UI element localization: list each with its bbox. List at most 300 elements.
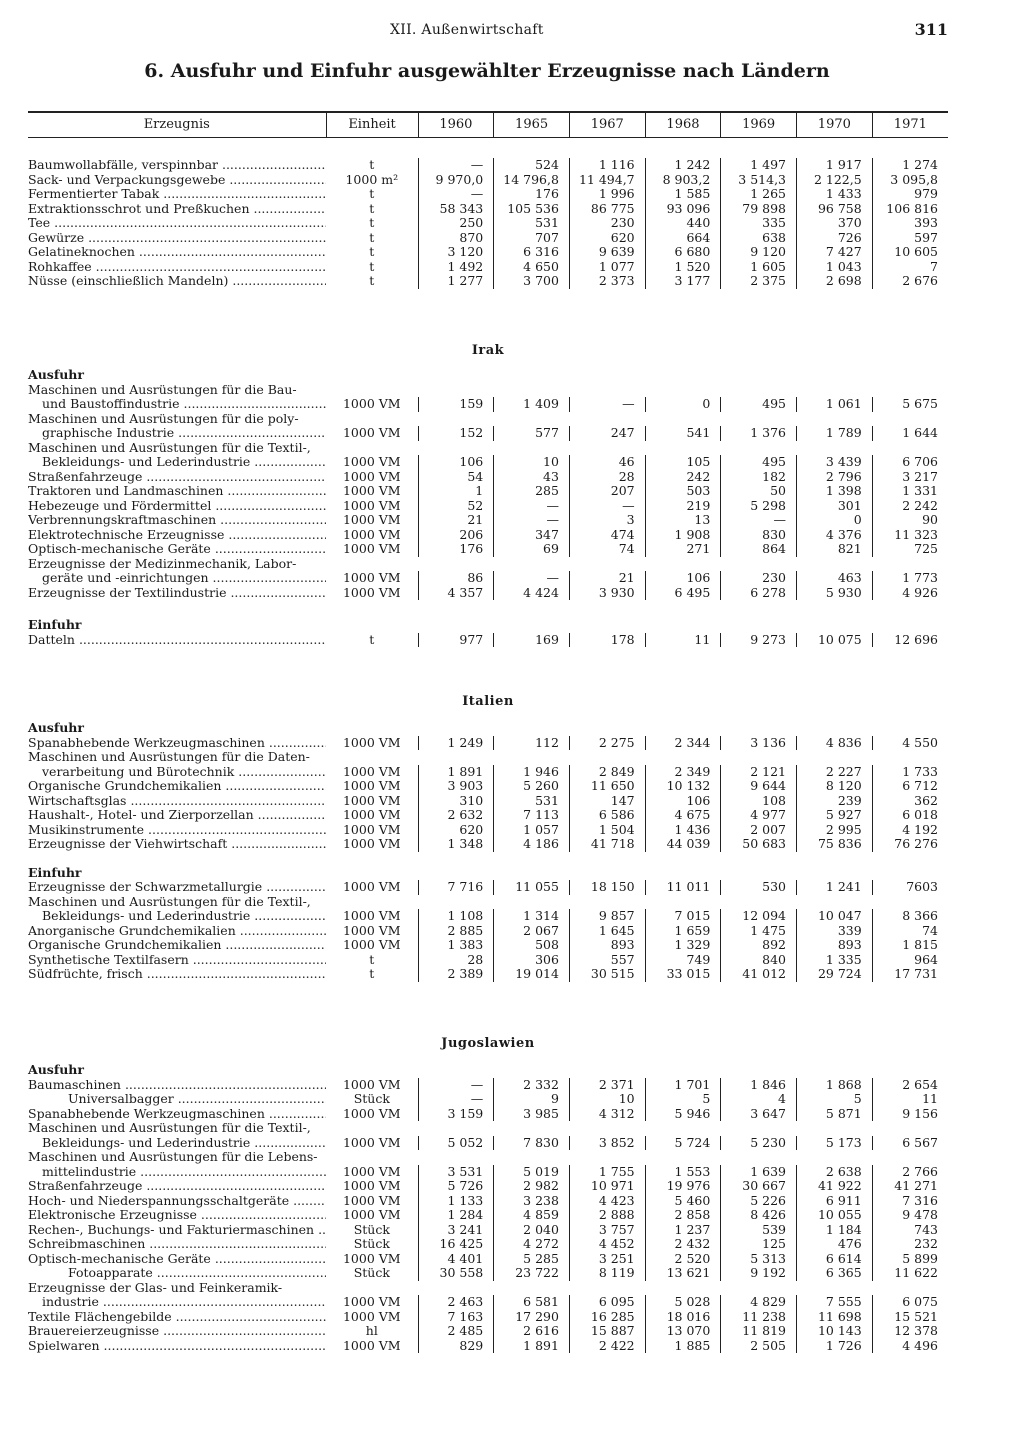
row-label-text: geräte und -einrichtungen ..... — [42, 571, 326, 585]
cell-value: 2 332 — [494, 1078, 570, 1093]
cell-value: 1 331 — [872, 484, 948, 499]
cell-value: 5 724 — [645, 1136, 721, 1151]
row-unit: t — [369, 273, 375, 288]
page-title: 6. Ausfuhr und Einfuhr ausgewählter Erzeugnisse nach Ländern — [144, 60, 830, 82]
table-row — [28, 1179, 948, 1194]
cell-value: 2 858 — [645, 1208, 721, 1223]
row-spacer — [326, 1150, 948, 1165]
row-unit: t — [369, 215, 375, 230]
row-unit: t — [369, 200, 375, 216]
cell-value: 1 436 — [645, 823, 721, 838]
row-label-text: Haushalt-, Hotel- und Zierporzellan ..... — [28, 808, 326, 822]
running-head: XII. Außenwirtschaft — [390, 22, 544, 38]
row-unit: 1000 VM — [342, 879, 401, 894]
cell-value: 7 830 — [494, 1136, 570, 1151]
cell-value: 125 — [721, 1237, 797, 1252]
cell-value: 1 885 — [645, 1339, 721, 1354]
italien-table — [28, 717, 948, 982]
cell-value: 11 — [872, 1092, 948, 1107]
table-row-label-line — [28, 441, 948, 456]
row-label-text: Optisch-mechanische Geräte ..... — [28, 542, 326, 556]
row-label — [28, 1266, 326, 1281]
row-label — [28, 895, 326, 910]
table-row — [28, 470, 948, 485]
cell-value: 12 696 — [872, 633, 948, 648]
cell-value: 6 614 — [797, 1252, 873, 1267]
table-row — [28, 571, 948, 586]
cell-value: 4 977 — [721, 808, 797, 823]
cell-value: 4 452 — [569, 1237, 645, 1252]
cell-value: 7 427 — [797, 245, 873, 260]
table-row-label-line — [28, 412, 948, 427]
cell-value: 3 700 — [494, 274, 570, 289]
cell-value: 6 018 — [872, 808, 948, 823]
cell-value: 664 — [645, 231, 721, 246]
row-label-text: Fotoapparate ..... — [68, 1266, 326, 1280]
cell-value: 230 — [721, 571, 797, 586]
cell-value: 2 067 — [494, 924, 570, 939]
cell-value: 2 982 — [494, 1179, 570, 1194]
cell-value: 1 242 — [645, 158, 721, 173]
cell-value: — — [721, 513, 797, 528]
cell-value: 10 143 — [797, 1324, 873, 1339]
row-label — [28, 837, 326, 852]
cell-value: 10 — [494, 455, 570, 470]
row-label — [28, 1237, 326, 1252]
cell-value: 2 698 — [797, 274, 873, 289]
cell-value: 9 639 — [569, 245, 645, 260]
cell-value: 12 094 — [721, 909, 797, 924]
row-unit: 1000 VM — [342, 1337, 401, 1353]
table-row — [28, 158, 948, 173]
row-label — [28, 245, 326, 260]
row-label-text: Anorganische Grundchemikalien ..... — [28, 924, 326, 938]
cell-value: 5 946 — [645, 1107, 721, 1122]
row-label — [28, 1078, 326, 1093]
cell-value: 5 313 — [721, 1252, 797, 1267]
cell-value: 2 121 — [721, 765, 797, 780]
cell-value: 86 775 — [569, 202, 645, 217]
cell-value: 18 016 — [645, 1310, 721, 1325]
col-header-1967: 1967 — [569, 113, 645, 137]
row-unit: 1000 VM — [342, 1134, 401, 1150]
row-label — [28, 470, 326, 485]
table-row — [28, 397, 948, 412]
cell-value: 1 755 — [569, 1165, 645, 1180]
section-label-ausfuhr: Ausfuhr — [28, 720, 84, 735]
row-label-text: industrie ..... — [42, 1295, 326, 1309]
cell-value: 106 — [418, 455, 494, 470]
cell-value: 9 970,0 — [418, 173, 494, 188]
row-label-text: Synthetische Textilfasern ..... — [28, 953, 326, 967]
cell-value: 14 796,8 — [494, 173, 570, 188]
cell-value: 726 — [797, 231, 873, 246]
cell-value: 7 163 — [418, 1310, 494, 1325]
row-label-text: Schreibmaschinen ..... — [28, 1237, 326, 1251]
row-spacer — [326, 557, 948, 572]
row-label-text: Gewürze ..... — [28, 231, 326, 245]
cell-value: 159 — [418, 397, 494, 412]
column-header-table — [28, 113, 948, 137]
cell-value: 474 — [569, 528, 645, 543]
row-unit: t — [369, 229, 375, 245]
section-italien — [28, 694, 948, 982]
cell-value: 10 075 — [797, 633, 873, 648]
row-label-text: Maschinen und Ausrüstungen für die Textil-, — [28, 1121, 311, 1135]
row-label-text: Gelatineknochen ..... — [28, 245, 326, 259]
cell-value: 1 846 — [721, 1078, 797, 1093]
row-label — [28, 542, 326, 557]
cell-value: 1 284 — [418, 1208, 494, 1223]
row-label — [28, 909, 326, 924]
row-label — [28, 736, 326, 751]
cell-value: 4 650 — [494, 260, 570, 275]
cell-value: 977 — [418, 633, 494, 648]
row-unit: 1000 VM — [342, 1076, 401, 1092]
table-row — [28, 1208, 948, 1223]
row-label — [28, 1092, 326, 1107]
cell-value: 2 122,5 — [797, 173, 873, 188]
cell-value: 2 505 — [721, 1339, 797, 1354]
cell-value: 19 976 — [645, 1179, 721, 1194]
cell-value: 4 192 — [872, 823, 948, 838]
row-label — [28, 1121, 326, 1136]
row-label — [28, 441, 326, 456]
row-label — [28, 158, 326, 173]
cell-value: 503 — [645, 484, 721, 499]
row-label — [28, 557, 326, 572]
cell-value: 7 716 — [418, 880, 494, 895]
row-unit: 1000 VM — [342, 778, 401, 793]
table-row — [28, 1266, 948, 1281]
cell-value: 12 378 — [872, 1324, 948, 1339]
cell-value: 2 616 — [494, 1324, 570, 1339]
cell-value: 1 645 — [569, 924, 645, 939]
cell-value: 3 985 — [494, 1107, 570, 1122]
cell-value: 8 120 — [797, 779, 873, 794]
row-unit: 1000 VM — [342, 734, 401, 750]
row-label-text: Maschinen und Ausrüstungen für die Textil-, — [28, 440, 311, 455]
cell-value: 530 — [721, 880, 797, 895]
top-data-table — [28, 158, 948, 289]
cell-value: 463 — [797, 571, 873, 586]
cell-value: 1 553 — [645, 1165, 721, 1180]
row-unit: Stück — [353, 1221, 390, 1237]
col-header-einheit: Einheit — [326, 113, 418, 137]
row-unit: t — [369, 951, 375, 967]
cell-value: 743 — [872, 1223, 948, 1238]
cell-value: 393 — [872, 216, 948, 231]
cell-value: 531 — [494, 216, 570, 231]
cell-value: 1 475 — [721, 924, 797, 939]
cell-value: — — [418, 1078, 494, 1093]
cell-value: 285 — [494, 484, 570, 499]
cell-value: 43 — [494, 470, 570, 485]
row-label-text: Erzeugnisse der Schwarzmetallurgie ..... — [28, 880, 326, 894]
cell-value: 1 — [418, 484, 494, 499]
irak-table — [28, 364, 948, 647]
cell-value: 2 654 — [872, 1078, 948, 1093]
row-label — [28, 924, 326, 939]
cell-value: 176 — [494, 187, 570, 202]
cell-value: 106 — [645, 794, 721, 809]
cell-value: 3 531 — [418, 1165, 494, 1180]
row-unit: 1000 VM — [342, 1308, 401, 1324]
cell-value: 41 012 — [721, 967, 797, 982]
cell-value: 1 237 — [645, 1223, 721, 1238]
row-label-text: Hoch- und Niederspannungsschaltgeräte ..... — [28, 1194, 326, 1208]
cell-value: 4 859 — [494, 1208, 570, 1223]
section-irak — [28, 343, 948, 647]
cell-value: 4 357 — [418, 586, 494, 601]
cell-value: 2 766 — [872, 1165, 948, 1180]
cell-value: 2 888 — [569, 1208, 645, 1223]
cell-value: 1 277 — [418, 274, 494, 289]
table-row-label-line — [28, 750, 948, 765]
row-label-text: Maschinen und Ausrüstungen für die Bau- — [28, 382, 297, 397]
cell-value: 4 675 — [645, 808, 721, 823]
cell-value: 2 344 — [645, 736, 721, 751]
cell-value: 1 639 — [721, 1165, 797, 1180]
cell-value: 3 251 — [569, 1252, 645, 1267]
cell-value: 7 113 — [494, 808, 570, 823]
row-label — [28, 750, 326, 765]
row-unit: t — [369, 258, 375, 274]
table-row — [28, 455, 948, 470]
cell-value: 2 520 — [645, 1252, 721, 1267]
table-row — [28, 794, 948, 809]
cell-value: 17 731 — [872, 967, 948, 982]
cell-value: 1 868 — [797, 1078, 873, 1093]
cell-value: 440 — [645, 216, 721, 231]
row-label — [28, 499, 326, 514]
row-spacer — [326, 412, 948, 427]
cell-value: 13 621 — [645, 1266, 721, 1281]
cell-value: 1 184 — [797, 1223, 873, 1238]
row-label — [28, 794, 326, 809]
cell-value: 5 930 — [797, 586, 873, 601]
row-label — [28, 412, 326, 427]
table-row — [28, 1136, 948, 1151]
table-row — [28, 187, 948, 202]
cell-value: 1 043 — [797, 260, 873, 275]
col-header-1969: 1969 — [721, 113, 797, 137]
cell-value: 10 047 — [797, 909, 873, 924]
cell-value: 5 899 — [872, 1252, 948, 1267]
row-unit: Stück — [353, 1265, 390, 1280]
cell-value: 3 120 — [418, 245, 494, 260]
table-row — [28, 967, 948, 982]
cell-value: 1 908 — [645, 528, 721, 543]
cell-value: 4 423 — [569, 1194, 645, 1209]
cell-value: 3 136 — [721, 736, 797, 751]
row-unit: hl — [365, 1323, 378, 1338]
cell-value: 9 857 — [569, 909, 645, 924]
cell-value: 176 — [418, 542, 494, 557]
cell-value: — — [418, 158, 494, 173]
cell-value: 1 335 — [797, 953, 873, 968]
cell-value: 6 365 — [797, 1266, 873, 1281]
row-unit: 1000 VM — [342, 454, 401, 469]
row-unit: 1000 VM — [342, 584, 401, 600]
row-label-text: Erzeugnisse der Textilindustrie ..... — [28, 586, 326, 600]
row-spacer — [326, 441, 948, 456]
cell-value: 6 095 — [569, 1295, 645, 1310]
row-unit: 1000 VM — [342, 1250, 401, 1266]
row-label-text: Südfrüchte, frisch ..... — [28, 967, 326, 981]
cell-value: 18 150 — [569, 880, 645, 895]
cell-value: 4 312 — [569, 1107, 645, 1122]
cell-value: 6 712 — [872, 779, 948, 794]
row-label-text: Spanabhebende Werkzeugmaschinen ..... — [28, 1107, 326, 1121]
row-label-text: Datteln ..... — [28, 633, 326, 647]
cell-value: 11 011 — [645, 880, 721, 895]
cell-value: 3 852 — [569, 1136, 645, 1151]
cell-value: 1 348 — [418, 837, 494, 852]
row-label-text: Maschinen und Ausrüstungen für die poly- — [28, 411, 299, 426]
cell-value: 1 773 — [872, 571, 948, 586]
row-unit: 1000 m² — [345, 171, 399, 187]
cell-value: 1 585 — [645, 187, 721, 202]
row-label — [28, 953, 326, 968]
cell-value: 76 276 — [872, 837, 948, 852]
cell-value: 4 376 — [797, 528, 873, 543]
cell-value: 41 922 — [797, 1179, 873, 1194]
row-label — [28, 1179, 326, 1194]
cell-value: 892 — [721, 938, 797, 953]
row-label-text: Elektronische Erzeugnisse ..... — [28, 1208, 326, 1222]
section-label-ausfuhr: Ausfuhr — [28, 367, 84, 382]
row-unit: 1000 VM — [342, 512, 401, 527]
cell-value: 2 638 — [797, 1165, 873, 1180]
table-row-label-line — [28, 557, 948, 572]
cell-value: 11 323 — [872, 528, 948, 543]
row-unit: 1000 VM — [342, 1178, 401, 1193]
cell-value: 1 789 — [797, 426, 873, 441]
cell-value: 310 — [418, 794, 494, 809]
cell-value: 339 — [797, 924, 873, 939]
row-unit: 1000 VM — [342, 922, 401, 938]
cell-value: 557 — [569, 953, 645, 968]
cell-value: 2 227 — [797, 765, 873, 780]
row-unit: 1000 VM — [342, 763, 401, 779]
row-label — [28, 1136, 326, 1151]
jugoslawien-table — [28, 1059, 948, 1353]
cell-value: 46 — [569, 455, 645, 470]
cell-value: 4 — [721, 1092, 797, 1107]
cell-value: 6 581 — [494, 1295, 570, 1310]
cell-value: 2 796 — [797, 470, 873, 485]
cell-value: 2 463 — [418, 1295, 494, 1310]
cell-value: 893 — [569, 938, 645, 953]
row-unit: 1000 VM — [342, 526, 401, 542]
cell-value: 16 425 — [418, 1237, 494, 1252]
cell-value: 271 — [645, 542, 721, 557]
cell-value: 1 116 — [569, 158, 645, 173]
row-label — [28, 633, 326, 648]
row-label — [28, 586, 326, 601]
cell-value: 1 376 — [721, 426, 797, 441]
cell-value: 3 439 — [797, 455, 873, 470]
row-label — [28, 455, 326, 470]
cell-value: 3 217 — [872, 470, 948, 485]
row-label-text: Spielwaren ..... — [28, 1339, 326, 1353]
cell-value: 105 — [645, 455, 721, 470]
table-row — [28, 1339, 948, 1354]
row-label — [28, 528, 326, 543]
cell-value: 5 — [645, 1092, 721, 1107]
cell-value: 74 — [872, 924, 948, 939]
cell-value: — — [494, 513, 570, 528]
row-label-text: und Baustoffindustrie ..... — [42, 397, 326, 411]
row-label-text: Baumaschinen ..... — [28, 1078, 326, 1092]
cell-value: 5 052 — [418, 1136, 494, 1151]
row-label — [28, 383, 326, 398]
country-heading: Irak — [471, 343, 505, 358]
row-label-text: Nüsse (einschließlich Mandeln) ..... — [28, 274, 326, 288]
row-label — [28, 823, 326, 838]
cell-value: 620 — [418, 823, 494, 838]
cell-value: 4 496 — [872, 1339, 948, 1354]
cell-value: 15 521 — [872, 1310, 948, 1325]
table-row — [28, 909, 948, 924]
table-row — [28, 1324, 948, 1339]
cell-value: 5 173 — [797, 1136, 873, 1151]
cell-value: 1 605 — [721, 260, 797, 275]
table-row-label-line — [28, 1281, 948, 1296]
table-row — [28, 779, 948, 794]
row-unit: t — [369, 186, 375, 201]
cell-value: 1 108 — [418, 909, 494, 924]
cell-value: 11 622 — [872, 1266, 948, 1281]
cell-value: 206 — [418, 528, 494, 543]
cell-value: 508 — [494, 938, 570, 953]
cell-value: 1 077 — [569, 260, 645, 275]
row-label — [28, 938, 326, 953]
cell-value: 3 241 — [418, 1223, 494, 1238]
cell-value: 8 426 — [721, 1208, 797, 1223]
row-label — [28, 1324, 326, 1339]
cell-value: 1 061 — [797, 397, 873, 412]
cell-value: 5 871 — [797, 1107, 873, 1122]
cell-value: 16 285 — [569, 1310, 645, 1325]
row-unit: 1000 VM — [342, 937, 401, 952]
row-label-text: Baumwollabfälle, verspinnbar ..... — [28, 158, 326, 172]
table-row — [28, 216, 948, 231]
table-row — [28, 260, 948, 275]
section-label-einfuhr: Einfuhr — [28, 864, 82, 880]
row-label-text: Universalbagger ..... — [68, 1092, 326, 1106]
row-unit: 1000 VM — [342, 425, 401, 440]
row-label — [28, 397, 326, 412]
row-label-text: Verbrennungskraftmaschinen ..... — [28, 513, 326, 527]
cell-value: 29 724 — [797, 967, 873, 982]
cell-value: 9 644 — [721, 779, 797, 794]
row-label-text: Erzeugnisse der Glas- und Feinkeramik- — [28, 1280, 283, 1295]
cell-value: 577 — [494, 426, 570, 441]
cell-value: 531 — [494, 794, 570, 809]
cell-value: 495 — [721, 455, 797, 470]
cell-value: 10 132 — [645, 779, 721, 794]
cell-value: 11 494,7 — [569, 173, 645, 188]
cell-value: 495 — [721, 397, 797, 412]
cell-value: 11 650 — [569, 779, 645, 794]
cell-value: 524 — [494, 158, 570, 173]
table-row — [28, 880, 948, 895]
cell-value: 6 075 — [872, 1295, 948, 1310]
row-label — [28, 274, 326, 289]
cell-value: 3 930 — [569, 586, 645, 601]
